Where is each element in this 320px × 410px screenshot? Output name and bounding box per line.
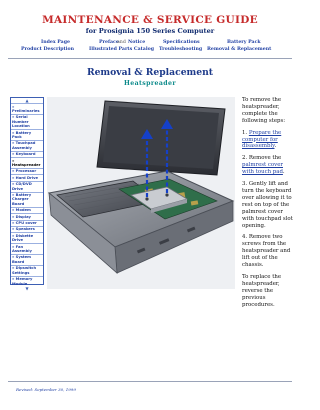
- sidebar-item-battery-pack[interactable]: » Battery Pack: [11, 129, 43, 140]
- nav-separator-and: and: [117, 40, 126, 45]
- link-palmrest-cover[interactable]: palmrest cover with touch pad: [242, 162, 283, 176]
- step-1-suffix: .: [274, 143, 277, 150]
- link-prepare-computer[interactable]: Prepare the computer for disassembly: [242, 129, 282, 150]
- nav-link-product-description[interactable]: Product Description: [21, 47, 75, 52]
- sidebar-item-diskette-drive[interactable]: » Diskette Drive: [11, 232, 43, 243]
- nav-link-removal-replacement[interactable]: Removal & Replacement: [207, 47, 272, 52]
- replace-instructions: To replace the heatspreader, reverse the previous procedures.: [242, 273, 282, 308]
- sidebar-item-fan-assembly[interactable]: » Fan Assembly: [11, 243, 43, 254]
- sidebar-item-dipswitch-settings[interactable]: » Dipswitch Settings: [11, 265, 43, 276]
- instructions-panel: [242, 97, 296, 313]
- footer-divider: [8, 381, 292, 382]
- nav-link-index-page[interactable]: Index Page: [41, 40, 70, 45]
- sidebar-item-battery-charger-board[interactable]: » Battery Charger Board: [11, 192, 43, 207]
- nav-link-battery-pack[interactable]: Battery Pack: [227, 40, 261, 45]
- header-divider: [8, 58, 292, 59]
- sidebar-item-preliminaries[interactable]: » Preliminaries: [11, 103, 43, 114]
- step-3: 3. Gently lift and turn the keyboard over allowing it to rest on top of the palmrest cover with touchpad slot opening.: [242, 181, 293, 229]
- sidebar-item-touchpad-assembly[interactable]: » Touchpad Assembly: [11, 140, 43, 151]
- sidebar-item-display[interactable]: » Display: [11, 213, 43, 219]
- sidebar-item-serial-number-location[interactable]: » Serial Number Location: [11, 114, 43, 129]
- revised-date: Revised: September 30, 1999: [16, 387, 76, 392]
- page-title: MAINTENANCE & SERVICE GUIDE: [42, 14, 258, 26]
- sidebar-item-speakers[interactable]: » Speakers: [11, 226, 43, 232]
- nav-link-troubleshooting[interactable]: Troubleshooting: [159, 47, 203, 52]
- step-4: 4. Remove two screws from the heatspreader and lift out of the chassis.: [242, 234, 291, 269]
- sidebar-item-hard-drive[interactable]: » Hard Drive: [11, 174, 43, 180]
- step-2: [242, 155, 296, 176]
- topic-sidebar: [10, 97, 44, 292]
- section-subtitle: Heatspreader: [124, 80, 176, 87]
- section-title: Removal & Replacement: [86, 67, 214, 78]
- step-1: [242, 130, 296, 151]
- scroll-down-icon[interactable]: ▼: [25, 286, 29, 292]
- page-subtitle: for Prosignia 150 Series Computer: [85, 27, 215, 35]
- sidebar-item-cpu-cover[interactable]: » CPU cover: [11, 220, 43, 226]
- sidebar-item-cd-dvd-drive[interactable]: » CD/DVD Drive: [11, 181, 43, 192]
- nav-link-illustrated-parts-catalog[interactable]: Illustrated Parts Catalog: [89, 47, 155, 52]
- step-1-number: 1.: [242, 129, 249, 136]
- sidebar-item-keyboard[interactable]: » Keyboard: [11, 151, 43, 157]
- nav-link-notice[interactable]: Notice: [128, 40, 146, 45]
- sidebar-item-system-board[interactable]: » System Board: [11, 254, 43, 265]
- step-2-text: 2. Remove the: [242, 155, 282, 162]
- sidebar-item-heatspreader[interactable]: » Heatspreader: [11, 157, 43, 168]
- nav-link-specifications[interactable]: Specifications: [163, 40, 200, 45]
- sidebar-item-memory-module[interactable]: » Memory Module: [11, 276, 43, 287]
- step-2-suffix: .: [282, 169, 285, 176]
- scroll-up-icon[interactable]: ▲: [25, 98, 29, 103]
- sidebar-item-processor[interactable]: » Processor: [11, 168, 43, 174]
- heatspreader-removal-photo: [47, 97, 235, 289]
- instructions-intro: To remove the heatspreader, complete the following steps:: [242, 97, 286, 124]
- sidebar-item-modem[interactable]: » Modem: [11, 207, 43, 213]
- nav-link-preface[interactable]: Preface: [99, 40, 119, 45]
